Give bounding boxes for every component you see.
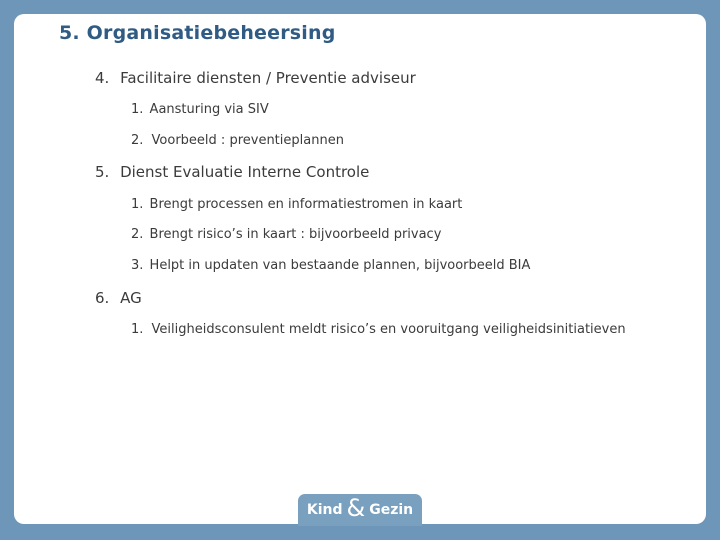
sub-item-label: Brengt risico’s in kaart : bijvoorbeeld privacy [149,227,442,242]
sub-item-number: 2. [131,133,144,148]
section-label: Facilitaire diensten / Preventie adviseur [120,69,416,87]
sub-item-label: Brengt processen en informatiestromen in kaart [149,197,463,212]
section-item-6 [95,289,142,307]
kind-en-gezin-logo [298,494,422,526]
section-number: 4. [95,69,110,87]
sub-item [131,227,441,242]
section-number: 5. [95,163,110,181]
sub-item-label: Veiligheidsconsulent meldt risico’s en vooruitgang veiligheidsinitiatieven [151,322,626,337]
sub-item-number: 3. [131,258,144,273]
slide-title: 5. Organisatiebeheersing [59,22,336,44]
sub-item-label: Aansturing via SIV [149,102,269,117]
logo-ampersand: & [346,494,366,522]
sub-item [131,102,269,117]
section-item-5 [95,163,369,181]
sub-item-number: 2. [131,227,144,242]
sub-item [131,133,344,148]
sub-item-number: 1. [131,102,144,117]
sub-item-number: 1. [131,322,144,337]
section-label: Dienst Evaluatie Interne Controle [120,163,370,181]
sub-item-label: Helpt in updaten van bestaande plannen, bijvoorbeeld BIA [149,258,531,273]
sub-item [131,258,530,273]
sub-item-number: 1. [131,197,144,212]
sub-item-label: Voorbeeld : preventieplannen [151,133,344,148]
section-label: AG [120,289,142,307]
logo-text-gezin: Gezin [369,502,414,518]
sub-item [131,197,462,212]
section-item-4 [95,69,416,87]
sub-item [131,322,626,337]
section-number: 6. [95,289,110,307]
logo-text-kind: Kind [306,502,343,518]
